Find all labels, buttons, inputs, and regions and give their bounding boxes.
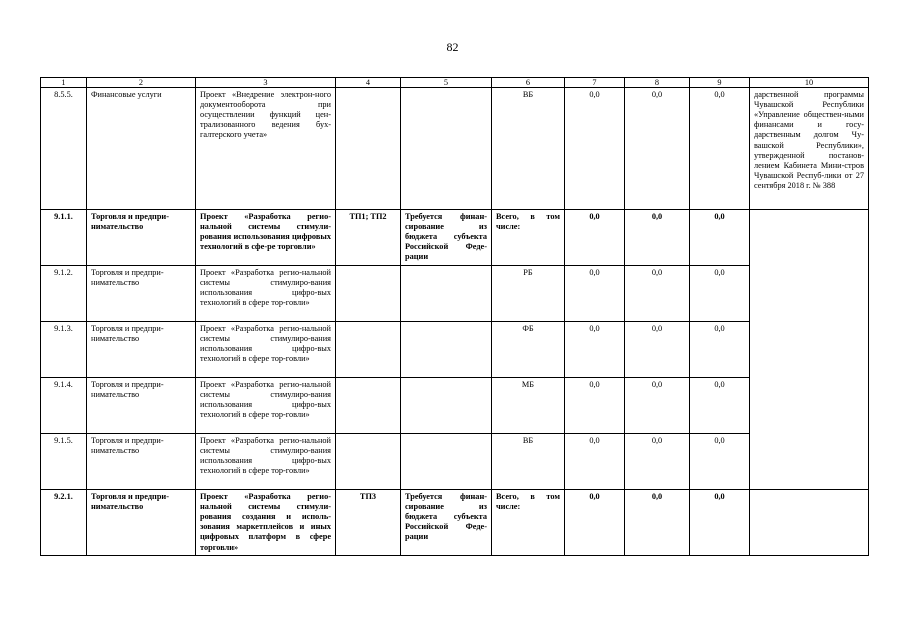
row-project: Проект «Разработка регио-нальной системы стимулиро-вания использования цифро-вых технологий в сфере тор-говли» <box>196 266 336 322</box>
page-number: 82 <box>446 40 459 54</box>
row-value-1: 0,0 <box>565 322 625 378</box>
row-value-3: 0,0 <box>690 490 750 556</box>
row-project: Проект «Разработка регио-нальной системы стимулиро-вания использования цифро-вых технологий в сфере тор-говли» <box>196 434 336 490</box>
column-number: 2 <box>87 78 196 88</box>
row-value-2: 0,0 <box>625 266 690 322</box>
row-financing <box>401 434 492 490</box>
row-value-3: 0,0 <box>690 378 750 434</box>
row-code <box>336 322 401 378</box>
row-number: 8.5.5. <box>41 88 87 210</box>
row-value-1: 0,0 <box>565 490 625 556</box>
row-project: Проект «Внедрение электрон-ного документооборота при осуществлении функций цен-трализованного ведения бух-галтерского учета» <box>196 88 336 210</box>
row-note <box>750 490 869 556</box>
row-source: Всего, в том числе: <box>492 490 565 556</box>
row-value-2: 0,0 <box>625 490 690 556</box>
row-financing <box>401 378 492 434</box>
column-number: 10 <box>750 78 869 88</box>
table-row <box>41 322 869 378</box>
row-direction: Торговля и предпри-нимательство <box>87 378 196 434</box>
row-value-2: 0,0 <box>625 88 690 210</box>
row-code: ТП3 <box>336 490 401 556</box>
row-value-3: 0,0 <box>690 434 750 490</box>
row-value-1: 0,0 <box>565 378 625 434</box>
column-number-row <box>41 78 869 88</box>
row-code <box>336 434 401 490</box>
row-project: Проект «Разработка регио-нальной системы стимули-рования использования цифровых технологий в сфе-ре торговли» <box>196 210 336 266</box>
row-value-2: 0,0 <box>625 378 690 434</box>
row-value-1: 0,0 <box>565 210 625 266</box>
row-value-2: 0,0 <box>625 434 690 490</box>
table-row <box>41 210 869 266</box>
row-code: ТП1; ТП2 <box>336 210 401 266</box>
row-source: ВБ <box>492 88 565 210</box>
row-value-1: 0,0 <box>565 88 625 210</box>
row-number: 9.2.1. <box>41 490 87 556</box>
row-project: Проект «Разработка регио-нальной системы стимули-рования создания и исполь-зования маркетплейсов и иных цифровых платформ в сфере торговли» <box>196 490 336 556</box>
table-row <box>41 490 869 556</box>
row-value-2: 0,0 <box>625 322 690 378</box>
row-financing: Требуется финан-сирование из бюджета субъекта Российской Феде-рации <box>401 210 492 266</box>
table-row <box>41 378 869 434</box>
table-row <box>41 434 869 490</box>
row-source: МБ <box>492 378 565 434</box>
row-number: 9.1.4. <box>41 378 87 434</box>
program-table <box>40 77 869 556</box>
row-source: ФБ <box>492 322 565 378</box>
row-direction: Финансовые услуги <box>87 88 196 210</box>
row-direction: Торговля и предпри-нимательство <box>87 490 196 556</box>
row-financing: Требуется финан-сирование из бюджета субъекта Российской Феде-рации <box>401 490 492 556</box>
row-financing <box>401 266 492 322</box>
column-number: 8 <box>625 78 690 88</box>
column-number: 3 <box>196 78 336 88</box>
row-code <box>336 266 401 322</box>
row-financing <box>401 322 492 378</box>
column-number: 7 <box>565 78 625 88</box>
row-project: Проект «Разработка регио-нальной системы стимулиро-вания использования цифро-вых технологий в сфере тор-говли» <box>196 322 336 378</box>
row-value-1: 0,0 <box>565 266 625 322</box>
row-value-3: 0,0 <box>690 322 750 378</box>
column-number: 1 <box>41 78 87 88</box>
row-source: Всего, в том числе: <box>492 210 565 266</box>
column-number: 5 <box>401 78 492 88</box>
row-note-merged <box>750 210 869 490</box>
row-value-2: 0,0 <box>625 210 690 266</box>
row-direction: Торговля и предпри-нимательство <box>87 322 196 378</box>
row-code <box>336 378 401 434</box>
row-value-3: 0,0 <box>690 266 750 322</box>
row-number: 9.1.5. <box>41 434 87 490</box>
row-number: 9.1.3. <box>41 322 87 378</box>
column-number: 4 <box>336 78 401 88</box>
row-direction: Торговля и предпри-нимательство <box>87 266 196 322</box>
row-value-1: 0,0 <box>565 434 625 490</box>
row-value-3: 0,0 <box>690 88 750 210</box>
row-direction: Торговля и предпри-нимательство <box>87 434 196 490</box>
row-source: РБ <box>492 266 565 322</box>
row-source: ВБ <box>492 434 565 490</box>
column-number: 6 <box>492 78 565 88</box>
table-row <box>41 266 869 322</box>
row-direction: Торговля и предпри-нимательство <box>87 210 196 266</box>
row-value-3: 0,0 <box>690 210 750 266</box>
row-code <box>336 88 401 210</box>
column-number: 9 <box>690 78 750 88</box>
row-financing <box>401 88 492 210</box>
row-number: 9.1.1. <box>41 210 87 266</box>
row-note: дарственной программы Чувашской Республики «Управление обществен-ными финансами и госу-дарственным долгом Чу-вашской Республики», утвержденной постанов-лением Кабинета Мини-стров Чувашской Респуб-лики от 27 сентября 2018 г. № 388 <box>750 88 869 210</box>
table-row <box>41 88 869 210</box>
row-project: Проект «Разработка регио-нальной системы стимулиро-вания использования цифро-вых технологий в сфере тор-говли» <box>196 378 336 434</box>
row-number: 9.1.2. <box>41 266 87 322</box>
